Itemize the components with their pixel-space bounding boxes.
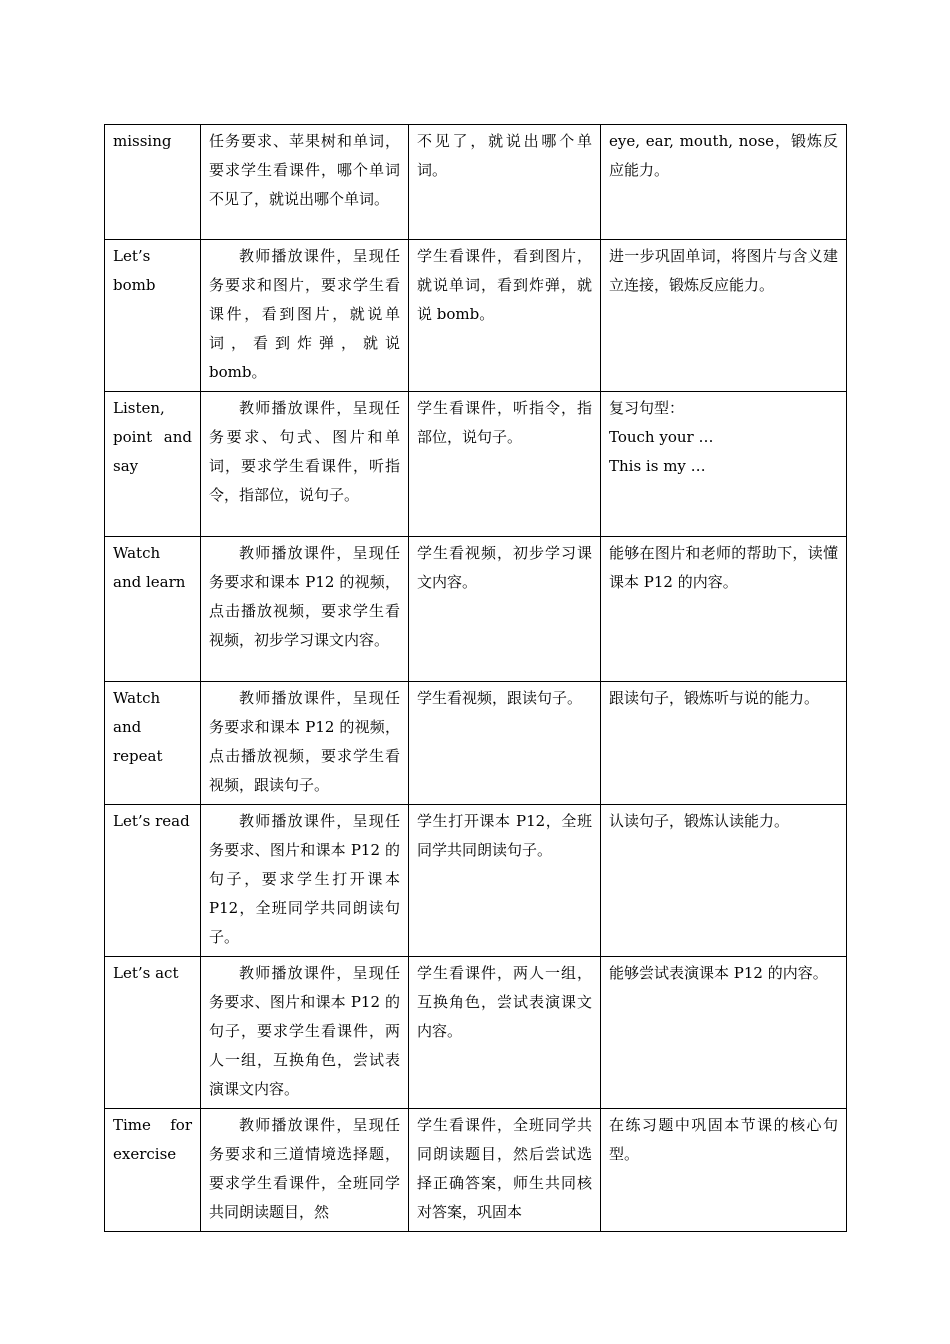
table-row [105,1109,847,1232]
table-row [105,805,847,957]
activity-cell: Watch and learn [105,537,201,682]
table-row [105,125,847,240]
activity-cell: Watch and repeat [105,682,201,805]
student-activity-cell: 学生看课件，全班同学共同朗读题目，然后尝试选择正确答案，师生共同核对答案，巩固本 [409,1109,601,1232]
teacher-activity-cell: 教师播放课件，呈现任务要求、句式、图片和单词，要求学生看课件，听指令，指部位，说句子。 [201,392,409,537]
teacher-activity-cell: 教师播放课件，呈现任务要求和三道情境选择题，要求学生看课件，全班同学共同朗读题目，然 [201,1109,409,1232]
purpose-line: 能够在图片和老师的帮助下，读懂课本 P12 的内容。 [609,544,838,591]
activity-cell: Time for exercise [105,1109,201,1232]
teacher-activity-cell: 教师播放课件，呈现任务要求和图片，要求学生看课件，看到图片，就说单词，看到炸弹，就说 bomb。 [201,240,409,392]
teacher-activity-cell: 教师播放课件，呈现任务要求、图片和课本 P12 的句子，要求学生看课件，两人一组，互换角色，尝试表演课文内容。 [201,957,409,1109]
activity-cell: Listen, point and say [105,392,201,537]
student-activity-cell: 学生看课件，听指令，指部位，说句子。 [409,392,601,537]
purpose-line: eye, ear, mouth, nose，锻炼反应能力。 [609,132,838,179]
table-row [105,537,847,682]
purpose-line: 能够尝试表演课本 P12 的内容。 [609,964,828,982]
purpose-line: 进一步巩固单词，将图片与含义建立连接，锻炼反应能力。 [609,247,838,294]
lesson-activity-table [104,124,847,1232]
student-activity-cell: 学生看课件，两人一组，互换角色，尝试表演课文内容。 [409,957,601,1109]
activity-cell: missing [105,125,201,240]
purpose-cell [601,125,847,240]
student-activity-cell: 学生看视频，初步学习课文内容。 [409,537,601,682]
teacher-activity-cell: 教师播放课件，呈现任务要求和课本 P12 的视频，点击播放视频，要求学生看视频，跟读句子。 [201,682,409,805]
purpose-line: This is my … [609,457,706,475]
purpose-line: 在练习题中巩固本节课的核心句型。 [609,1116,838,1163]
purpose-cell [601,392,847,537]
table-row [105,240,847,392]
table-row [105,957,847,1109]
purpose-cell [601,1109,847,1232]
activity-cell: Let’s read [105,805,201,957]
purpose-cell [601,805,847,957]
purpose-line: Touch your … [609,428,714,446]
purpose-cell [601,537,847,682]
purpose-line: 跟读句子，锻炼听与说的能力。 [609,689,820,707]
table-row [105,682,847,805]
activity-cell: Let’s act [105,957,201,1109]
teacher-activity-cell: 任务要求、苹果树和单词，要求学生看课件，哪个单词不见了，就说出哪个单词。 [201,125,409,240]
purpose-cell [601,957,847,1109]
table-body [105,125,847,1232]
student-activity-cell: 学生打开课本 P12，全班同学共同朗读句子。 [409,805,601,957]
purpose-line: 认读句子，锻炼认读能力。 [609,812,790,830]
purpose-cell [601,240,847,392]
student-activity-cell: 学生看课件，看到图片，就说单词，看到炸弹，就说 bomb。 [409,240,601,392]
student-activity-cell: 学生看视频，跟读句子。 [409,682,601,805]
table-row [105,392,847,537]
teacher-activity-cell: 教师播放课件，呈现任务要求和课本 P12 的视频，点击播放视频，要求学生看视频，初步学习课文内容。 [201,537,409,682]
activity-cell: Let’s bomb [105,240,201,392]
purpose-line: 复习句型： [609,399,685,417]
student-activity-cell: 不见了，就说出哪个单词。 [409,125,601,240]
teacher-activity-cell: 教师播放课件，呈现任务要求、图片和课本 P12 的句子，要求学生打开课本 P12，全班同学共同朗读句子。 [201,805,409,957]
purpose-cell [601,682,847,805]
